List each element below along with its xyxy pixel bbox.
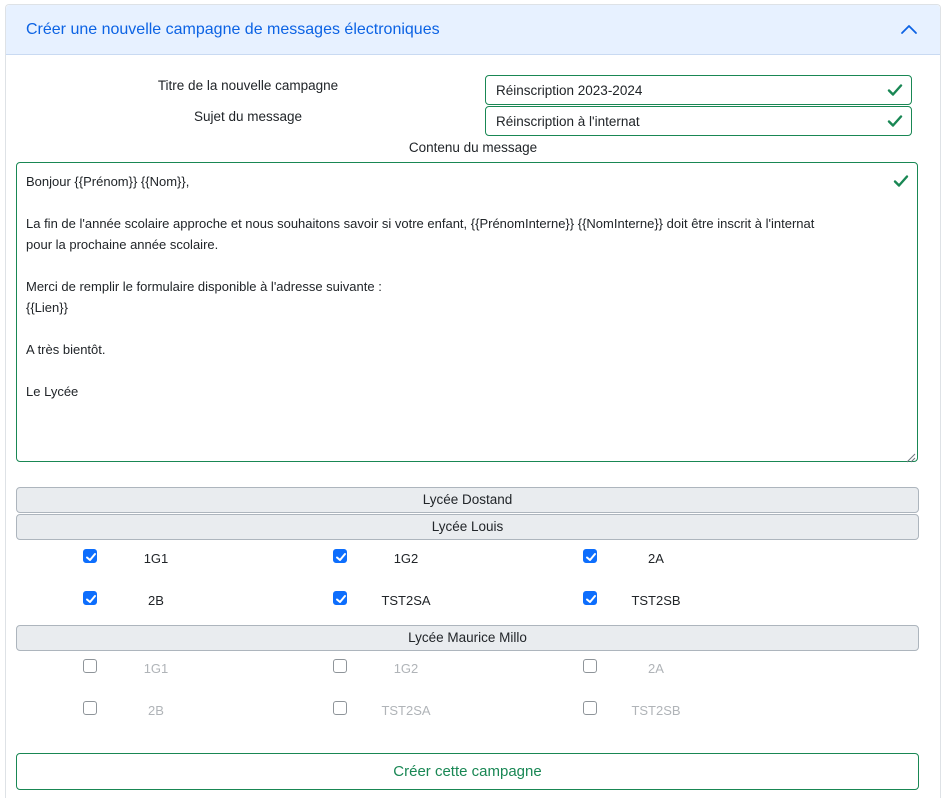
class-checkbox[interactable] [333,659,347,673]
content-line: Bonjour {{Prénom}} {{Nom}}, [26,174,190,189]
class-label: 2A [648,661,664,676]
create-campaign-button[interactable]: Créer cette campagne [16,753,919,790]
message-subject-input[interactable] [485,106,912,136]
content-line [26,192,908,213]
card-title: Créer une nouvelle campagne de messages électroniques [26,21,440,38]
class-checkbox[interactable] [83,701,97,715]
content-line: pour la prochaine année scolaire. [26,237,219,252]
class-checkbox[interactable] [583,591,597,605]
campaign-title-value: Réinscription 2023-2024 [496,83,643,98]
school-toggle-maurice-millo[interactable]: Lycée Maurice Millo [16,625,919,651]
class-checkbox[interactable] [83,659,97,673]
card-header[interactable] [6,5,940,55]
message-subject-value: Réinscription à l'internat [496,114,640,129]
checkbox-icon [85,593,97,605]
content-line [26,255,908,276]
check-icon [887,113,903,129]
class-checkbox[interactable] [333,701,347,715]
class-label: 1G1 [143,551,169,566]
class-label: 2A [648,551,664,566]
content-line [26,360,908,381]
resize-handle-icon[interactable] [904,448,916,460]
class-checkbox[interactable] [333,591,347,605]
content-line: La fin de l'année scolaire approche et nous souhaitons savoir si votre enfant, {{PrénomInterne}} {{NomInterne}} doit être inscrit à l'internat [26,216,815,231]
content-line: A très bientôt. [26,342,106,357]
class-label: 2B [148,703,164,718]
class-checkbox[interactable] [83,549,97,563]
content-line [26,318,908,339]
chevron-up-icon[interactable] [898,19,920,41]
class-checkbox[interactable] [583,659,597,673]
message-subject-label: Sujet du message [193,109,303,124]
campaign-title-input[interactable] [485,75,912,105]
class-label: TST2SA [381,703,431,718]
checkbox-icon [585,593,597,605]
content-line: Le Lycée [26,384,79,399]
class-label: 1G1 [143,661,169,676]
content-line: Merci de remplir le formulaire disponible à l'adresse suivante : [26,279,382,294]
class-checkbox[interactable] [583,549,597,563]
school-toggle-dostand[interactable]: Lycée Dostand [16,487,919,513]
checkbox-icon [335,593,347,605]
campaign-title-label: Titre de la nouvelle campagne [157,78,339,93]
check-icon [893,173,909,189]
check-icon [887,82,903,98]
school-toggle-louis[interactable]: Lycée Louis [16,514,919,540]
class-checkbox[interactable] [83,591,97,605]
class-checkbox[interactable] [333,549,347,563]
class-checkbox[interactable] [583,701,597,715]
class-label: 1G2 [393,661,419,676]
message-content-label: Contenu du message [408,140,538,155]
class-label: TST2SB [631,703,681,718]
content-line: {{Lien}} [26,300,68,315]
message-content-textarea[interactable] [16,162,918,462]
checkbox-icon [335,551,347,563]
class-label: TST2SB [631,593,681,608]
class-label: TST2SA [381,593,431,608]
checkbox-icon [85,551,97,563]
checkbox-icon [585,551,597,563]
class-label: 2B [148,593,164,608]
class-label: 1G2 [393,551,419,566]
